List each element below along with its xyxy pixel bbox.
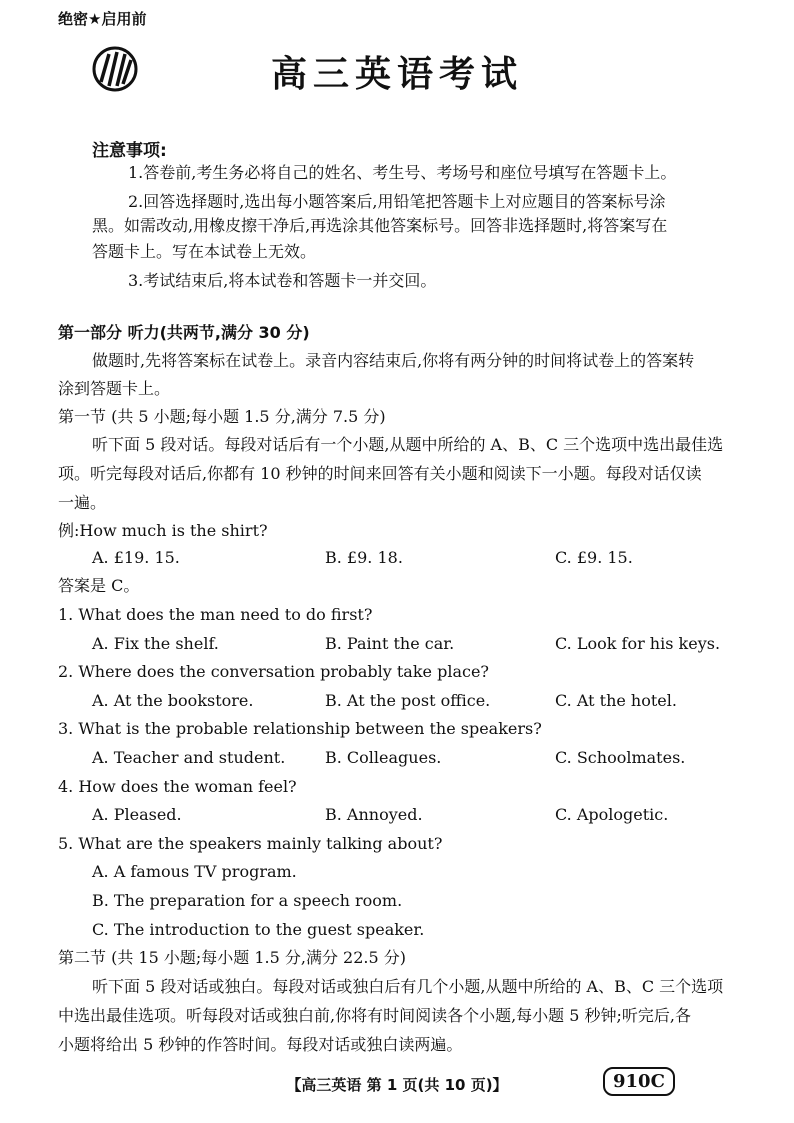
option-c: C. Apologetic. — [555, 805, 669, 824]
section1-intro: 一遍。 — [58, 493, 107, 512]
notice-line: 答题卡上。写在本试卷上无效。 — [92, 242, 317, 261]
option-a: A. Teacher and student. — [92, 748, 286, 767]
notice-line: 1.答卷前,考生务必将自己的姓名、考生号、考场号和座位号填写在答题卡上。 — [128, 163, 677, 182]
section1-intro: 项。听完每段对话后,你都有 10 秒钟的时间来回答有关小题和阅读下一小题。每段对话仅读 — [58, 464, 702, 483]
notice-line: 3.考试结束后,将本试卷和答题卡一并交回。 — [128, 271, 437, 290]
option-a: A. At the bookstore. — [92, 691, 254, 710]
section1-heading: 第一节 (共 5 小题;每小题 1.5 分,满分 7.5 分) — [58, 407, 386, 426]
example-option-c: C. £9. 15. — [555, 548, 633, 567]
example-answer: 答案是 C。 — [58, 576, 140, 595]
option-c: C. Look for his keys. — [555, 634, 721, 653]
option-a: A. Fix the shelf. — [92, 634, 219, 653]
notice-line: 黑。如需改动,用橡皮擦干净后,再选涂其他答案标号。回答非选择题时,将答案写在 — [92, 216, 668, 235]
section2-intro: 小题将给出 5 秒钟的作答时间。每段对话或独白读两遍。 — [58, 1035, 463, 1054]
example-option-b: B. £9. 18. — [325, 548, 403, 567]
option-c: C. At the hotel. — [555, 691, 677, 710]
notice-heading: 注意事项: — [92, 141, 167, 161]
section2-intro: 听下面 5 段对话或独白。每段对话或独白后有几个小题,从题中所给的 A、B、C 三个选项 — [92, 977, 724, 996]
option-b: B. Colleagues. — [325, 748, 442, 767]
option-c: C. Schoolmates. — [555, 748, 686, 767]
option-a: A. A famous TV program. — [92, 862, 297, 881]
question: 2. Where does the conversation probably take place? — [58, 662, 489, 681]
option-b: B. At the post office. — [325, 691, 491, 710]
part1-intro: 涂到答题卡上。 — [58, 379, 171, 398]
question: 1. What does the man need to do first? — [58, 605, 373, 624]
exam-title: 高三英语考试 — [270, 54, 523, 95]
question: 3. What is the probable relationship between the speakers? — [58, 719, 542, 738]
option-b: B. Annoyed. — [325, 805, 423, 824]
section1-intro: 听下面 5 段对话。每段对话后有一个小题,从题中所给的 A、B、C 三个选项中选出最佳选 — [92, 435, 724, 454]
notice-line: 2.回答选择题时,选出每小题答案后,用铅笔把答题卡上对应题目的答案标号涂 — [128, 192, 666, 211]
page-footer: 【高三英语 第 1 页(共 10 页)】 — [286, 1076, 508, 1094]
part1-heading: 第一部分 听力(共两节,满分 30 分) — [58, 323, 310, 342]
option-b: B. The preparation for a speech room. — [92, 891, 403, 910]
question: 4. How does the woman feel? — [58, 777, 297, 796]
option-a: A. Pleased. — [92, 805, 182, 824]
paper-code-badge: 910C — [603, 1067, 675, 1096]
option-b: B. Paint the car. — [325, 634, 455, 653]
part1-intro: 做题时,先将答案标在试卷上。录音内容结束后,你将有两分钟的时间将试卷上的答案转 — [92, 351, 695, 370]
option-c: C. The introduction to the guest speaker. — [92, 920, 425, 939]
confidential-label: 绝密★启用前 — [58, 10, 147, 28]
section2-heading: 第二节 (共 15 小题;每小题 1.5 分,满分 22.5 分) — [58, 948, 406, 967]
section2-intro: 中选出最佳选项。听每段对话或独白前,你将有时间阅读各个小题,每小题 5 秒钟;听完后,各 — [58, 1006, 692, 1025]
example-option-a: A. £19. 15. — [92, 548, 180, 567]
question: 5. What are the speakers mainly talking about? — [58, 834, 443, 853]
example-question: 例:How much is the shirt? — [58, 521, 268, 540]
